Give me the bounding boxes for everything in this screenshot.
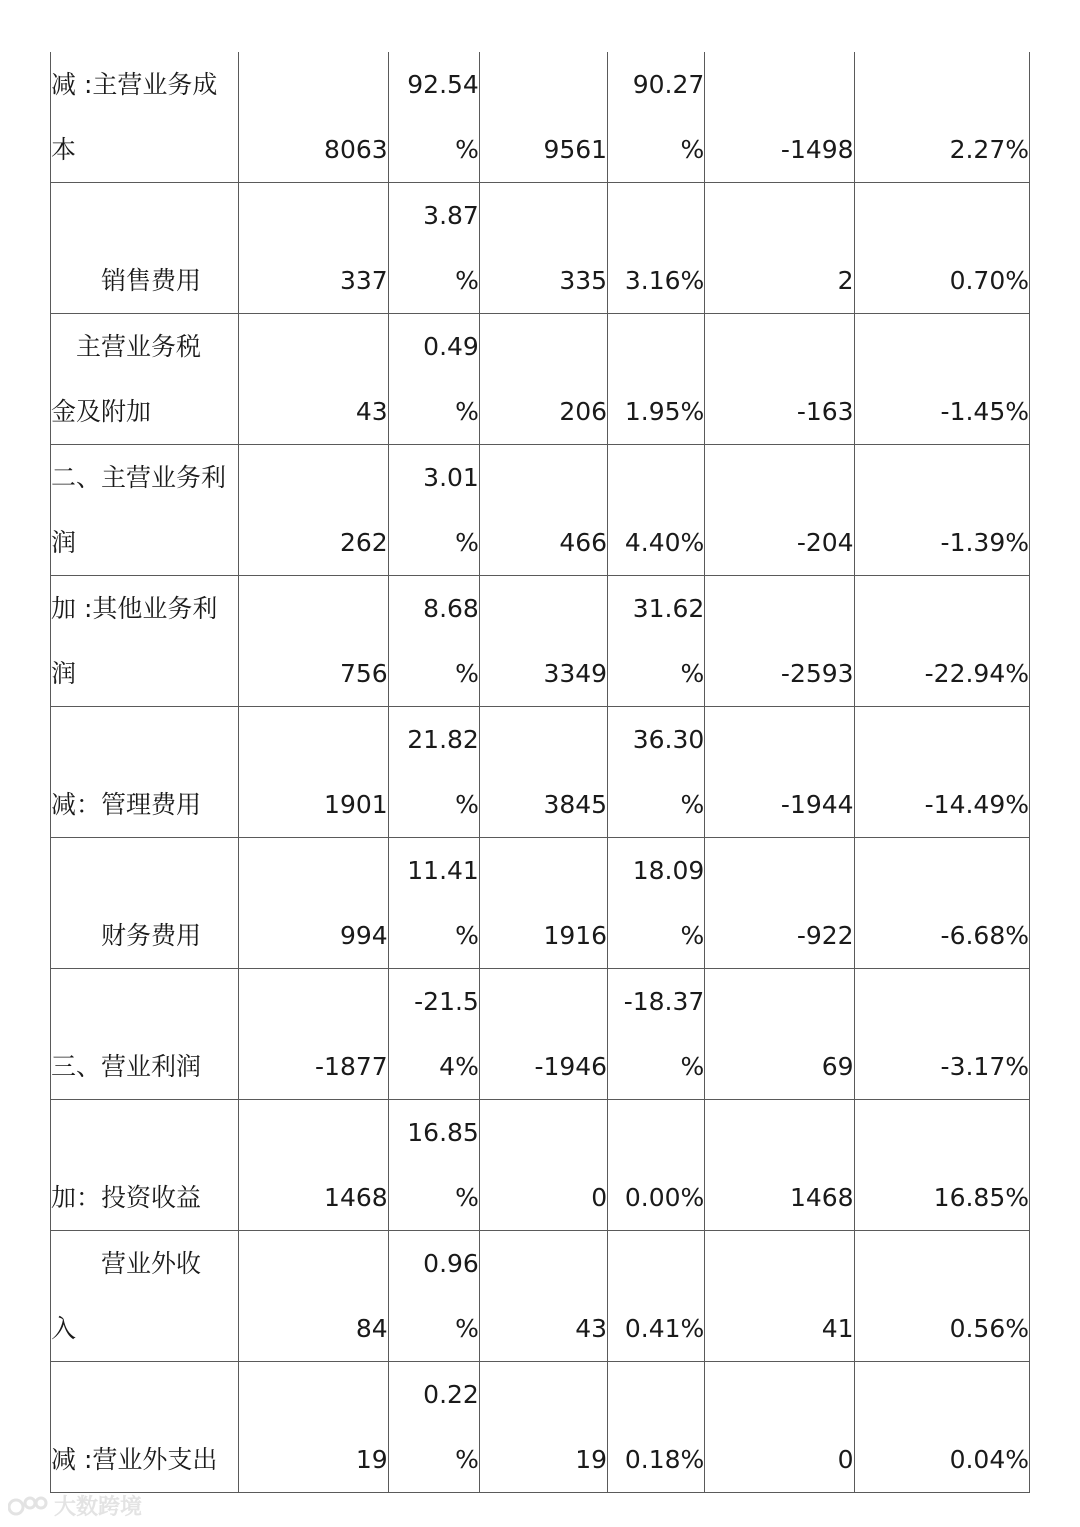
current-ratio bbox=[388, 52, 479, 183]
prior-ratio-line bbox=[608, 183, 704, 248]
watermark-text: 大数跨境 bbox=[54, 1495, 143, 1520]
row-label-line: 加 :其他业务利 bbox=[51, 594, 218, 623]
amount-change-value: -204 bbox=[796, 528, 854, 557]
prior-ratio bbox=[608, 52, 705, 183]
ratio-change-value: -3.17% bbox=[940, 1052, 1029, 1081]
prior-ratio bbox=[608, 1362, 705, 1493]
row-label-line bbox=[51, 1100, 238, 1165]
row-label bbox=[51, 445, 239, 576]
prior-amount-value: 206 bbox=[559, 397, 608, 426]
table-row bbox=[51, 183, 1030, 314]
current-amount bbox=[239, 969, 388, 1100]
prior-ratio-line: 31.62 bbox=[632, 594, 705, 623]
row-label-line bbox=[51, 969, 238, 1034]
row-label-line: 金及附加 bbox=[51, 397, 152, 426]
table-row bbox=[51, 445, 1030, 576]
current-ratio-line: 4% bbox=[439, 1052, 479, 1081]
current-amount-value: 19 bbox=[355, 1445, 388, 1474]
current-amount bbox=[239, 445, 388, 576]
current-ratio-line: % bbox=[455, 397, 479, 426]
amount-change-value: 2 bbox=[837, 266, 854, 295]
current-amount-value: 337 bbox=[339, 266, 388, 295]
prior-ratio-line: % bbox=[680, 790, 705, 819]
prior-amount-value: 3845 bbox=[543, 790, 608, 819]
row-label-line: 主营业务税 bbox=[76, 332, 202, 361]
amount-change-value: -1944 bbox=[780, 790, 854, 819]
ratio-change bbox=[854, 1100, 1029, 1231]
row-label-line: 财务费用 bbox=[101, 921, 202, 950]
row-label-line: 二、主营业务利 bbox=[51, 463, 227, 492]
row-label-line: 销售费用 bbox=[101, 266, 202, 295]
current-ratio-line: 0.22 bbox=[423, 1380, 479, 1409]
row-label-line bbox=[51, 183, 238, 248]
row-label-line bbox=[51, 1362, 238, 1427]
current-ratio-line: -21.5 bbox=[414, 987, 479, 1016]
prior-ratio-line: % bbox=[680, 1052, 705, 1081]
amount-change bbox=[705, 576, 854, 707]
prior-amount bbox=[479, 445, 607, 576]
table-row bbox=[51, 1362, 1030, 1493]
ratio-change bbox=[854, 1362, 1029, 1493]
current-ratio-line: % bbox=[455, 266, 479, 295]
current-amount-value: 84 bbox=[355, 1314, 388, 1343]
table-row bbox=[51, 1231, 1030, 1362]
prior-ratio-line bbox=[608, 1100, 704, 1165]
row-label-line bbox=[51, 707, 238, 772]
ratio-change bbox=[854, 183, 1029, 314]
prior-amount bbox=[479, 1362, 607, 1493]
prior-amount bbox=[479, 1100, 607, 1231]
row-label-line: 润 bbox=[51, 528, 77, 557]
current-amount-value: 8063 bbox=[324, 135, 388, 164]
table-row bbox=[51, 969, 1030, 1100]
prior-ratio-line: 1.95% bbox=[624, 397, 705, 426]
amount-change-value: -1498 bbox=[780, 135, 854, 164]
row-label-line: 减 :主营业务成 bbox=[51, 70, 218, 99]
current-ratio-line: 0.49 bbox=[423, 332, 479, 361]
current-ratio bbox=[388, 1100, 479, 1231]
row-label bbox=[51, 1362, 239, 1493]
current-amount-value: 1901 bbox=[324, 790, 388, 819]
ratio-change bbox=[854, 838, 1029, 969]
current-ratio bbox=[388, 969, 479, 1100]
row-label bbox=[51, 314, 239, 445]
prior-ratio-line: -18.37 bbox=[623, 987, 705, 1016]
row-label-line: 减 :营业外支出 bbox=[51, 1445, 218, 1474]
amount-change-value: 69 bbox=[821, 1052, 854, 1081]
current-ratio bbox=[388, 838, 479, 969]
current-ratio-line: 0.96 bbox=[423, 1249, 479, 1278]
amount-change-value: -163 bbox=[796, 397, 854, 426]
row-label bbox=[51, 52, 239, 183]
prior-amount bbox=[479, 969, 607, 1100]
amount-change-value: -2593 bbox=[780, 659, 854, 688]
amount-change-value: -922 bbox=[796, 921, 854, 950]
ratio-change-value: -6.68% bbox=[940, 921, 1029, 950]
current-ratio-line: % bbox=[455, 1183, 479, 1212]
ratio-change-value: 0.56% bbox=[949, 1314, 1029, 1343]
amount-change bbox=[705, 707, 854, 838]
current-ratio bbox=[388, 183, 479, 314]
current-amount bbox=[239, 314, 388, 445]
ratio-change-value: -1.45% bbox=[940, 397, 1029, 426]
prior-amount bbox=[479, 838, 607, 969]
row-label bbox=[51, 707, 239, 838]
prior-amount bbox=[479, 1231, 607, 1362]
amount-change-value: 1468 bbox=[789, 1183, 854, 1212]
current-amount bbox=[239, 707, 388, 838]
prior-amount-value: 43 bbox=[575, 1314, 608, 1343]
prior-ratio bbox=[608, 445, 705, 576]
prior-ratio bbox=[608, 707, 705, 838]
table-row bbox=[51, 707, 1030, 838]
table-body bbox=[51, 52, 1030, 1493]
ratio-change bbox=[854, 969, 1029, 1100]
row-label-line: 本 bbox=[51, 135, 77, 164]
prior-ratio-line: 0.00% bbox=[624, 1183, 705, 1212]
ratio-change bbox=[854, 1231, 1029, 1362]
current-ratio bbox=[388, 314, 479, 445]
current-amount-value: 756 bbox=[339, 659, 388, 688]
amount-change bbox=[705, 969, 854, 1100]
current-ratio-line: 11.41 bbox=[407, 856, 479, 885]
prior-ratio-line: % bbox=[680, 921, 705, 950]
amount-change bbox=[705, 1362, 854, 1493]
current-ratio-line: % bbox=[455, 1314, 479, 1343]
prior-ratio-line: 18.09 bbox=[632, 856, 705, 885]
current-ratio-line: 16.85 bbox=[407, 1118, 479, 1147]
row-label bbox=[51, 1231, 239, 1362]
current-ratio bbox=[388, 1362, 479, 1493]
current-amount-value: 994 bbox=[339, 921, 388, 950]
watermark bbox=[8, 1490, 142, 1521]
prior-ratio-line: 0.18% bbox=[624, 1445, 705, 1474]
current-ratio-line: 3.87 bbox=[423, 201, 479, 230]
prior-ratio bbox=[608, 838, 705, 969]
current-ratio-line: % bbox=[455, 790, 479, 819]
row-label-line: 减：管理费用 bbox=[51, 790, 202, 819]
current-ratio-line: % bbox=[455, 921, 479, 950]
ratio-change-value: -22.94% bbox=[924, 659, 1029, 688]
prior-ratio bbox=[608, 969, 705, 1100]
amount-change-value: 0 bbox=[837, 1445, 854, 1474]
current-amount bbox=[239, 183, 388, 314]
current-amount-value: 262 bbox=[339, 528, 388, 557]
current-amount-value: 1468 bbox=[324, 1183, 388, 1212]
row-label-line bbox=[51, 838, 238, 903]
prior-ratio-line bbox=[608, 1362, 704, 1427]
prior-ratio-line: 36.30 bbox=[632, 725, 705, 754]
ratio-change bbox=[854, 576, 1029, 707]
prior-ratio bbox=[608, 183, 705, 314]
current-ratio bbox=[388, 445, 479, 576]
current-ratio-line: % bbox=[455, 135, 479, 164]
prior-amount-value: 0 bbox=[591, 1183, 608, 1212]
financial-table bbox=[50, 52, 1030, 1493]
prior-ratio-line bbox=[608, 445, 704, 510]
amount-change bbox=[705, 1100, 854, 1231]
row-label bbox=[51, 838, 239, 969]
prior-amount-value: 1916 bbox=[543, 921, 608, 950]
prior-ratio-line: 3.16% bbox=[624, 266, 705, 295]
amount-change bbox=[705, 52, 854, 183]
prior-amount bbox=[479, 183, 607, 314]
row-label bbox=[51, 1100, 239, 1231]
row-label-line: 入 bbox=[51, 1314, 77, 1343]
amount-change bbox=[705, 314, 854, 445]
prior-ratio-line: 90.27 bbox=[632, 70, 705, 99]
prior-ratio bbox=[608, 314, 705, 445]
row-label-line: 三、营业利润 bbox=[51, 1052, 202, 1081]
prior-ratio bbox=[608, 1231, 705, 1362]
table-row bbox=[51, 52, 1030, 183]
current-ratio-line: % bbox=[455, 1445, 479, 1474]
prior-amount-value: 3349 bbox=[543, 659, 608, 688]
prior-amount-value: -1946 bbox=[534, 1052, 608, 1081]
prior-ratio bbox=[608, 1100, 705, 1231]
amount-change bbox=[705, 183, 854, 314]
prior-amount-value: 466 bbox=[559, 528, 608, 557]
prior-ratio-line: % bbox=[680, 659, 705, 688]
row-label bbox=[51, 576, 239, 707]
current-ratio bbox=[388, 576, 479, 707]
ratio-change bbox=[854, 445, 1029, 576]
prior-amount bbox=[479, 707, 607, 838]
current-amount bbox=[239, 576, 388, 707]
row-label-line: 加：投资收益 bbox=[51, 1183, 202, 1212]
row-label-line: 润 bbox=[51, 659, 77, 688]
current-ratio-line: 3.01 bbox=[423, 463, 479, 492]
prior-amount-value: 19 bbox=[575, 1445, 608, 1474]
prior-ratio bbox=[608, 576, 705, 707]
ratio-change-value: -1.39% bbox=[940, 528, 1029, 557]
prior-ratio-line bbox=[608, 1231, 704, 1296]
current-amount bbox=[239, 52, 388, 183]
ratio-change-value: -14.49% bbox=[924, 790, 1029, 819]
prior-amount bbox=[479, 576, 607, 707]
row-label bbox=[51, 969, 239, 1100]
current-ratio-line: 21.82 bbox=[407, 725, 479, 754]
current-ratio-line: 92.54 bbox=[407, 70, 479, 99]
amount-change-value: 41 bbox=[821, 1314, 854, 1343]
ratio-change-value: 0.04% bbox=[949, 1445, 1029, 1474]
prior-ratio-line: % bbox=[680, 135, 705, 164]
table-row bbox=[51, 838, 1030, 969]
ratio-change bbox=[854, 707, 1029, 838]
current-ratio bbox=[388, 707, 479, 838]
current-ratio-line: 8.68 bbox=[423, 594, 479, 623]
table-row bbox=[51, 314, 1030, 445]
prior-ratio-line bbox=[608, 314, 704, 379]
prior-ratio-line: 4.40% bbox=[624, 528, 705, 557]
amount-change bbox=[705, 445, 854, 576]
prior-amount-value: 9561 bbox=[543, 135, 608, 164]
current-ratio-line: % bbox=[455, 528, 479, 557]
prior-amount bbox=[479, 314, 607, 445]
current-amount bbox=[239, 1231, 388, 1362]
ratio-change-value: 0.70% bbox=[949, 266, 1029, 295]
current-ratio bbox=[388, 1231, 479, 1362]
amount-change bbox=[705, 1231, 854, 1362]
amount-change bbox=[705, 838, 854, 969]
prior-ratio-line: 0.41% bbox=[624, 1314, 705, 1343]
current-amount bbox=[239, 838, 388, 969]
prior-amount bbox=[479, 52, 607, 183]
prior-amount-value: 335 bbox=[559, 266, 608, 295]
ratio-change bbox=[854, 314, 1029, 445]
row-label bbox=[51, 183, 239, 314]
current-amount bbox=[239, 1362, 388, 1493]
table-row bbox=[51, 576, 1030, 707]
current-amount bbox=[239, 1100, 388, 1231]
row-label-line: 营业外收 bbox=[101, 1249, 202, 1278]
ratio-change-value: 16.85% bbox=[933, 1183, 1029, 1212]
current-amount-value: -1877 bbox=[315, 1052, 388, 1081]
current-amount-value: 43 bbox=[355, 397, 388, 426]
logo-icon bbox=[8, 1495, 48, 1517]
table-row bbox=[51, 1100, 1030, 1231]
ratio-change bbox=[854, 52, 1029, 183]
current-ratio-line: % bbox=[455, 659, 479, 688]
ratio-change-value: 2.27% bbox=[949, 135, 1029, 164]
